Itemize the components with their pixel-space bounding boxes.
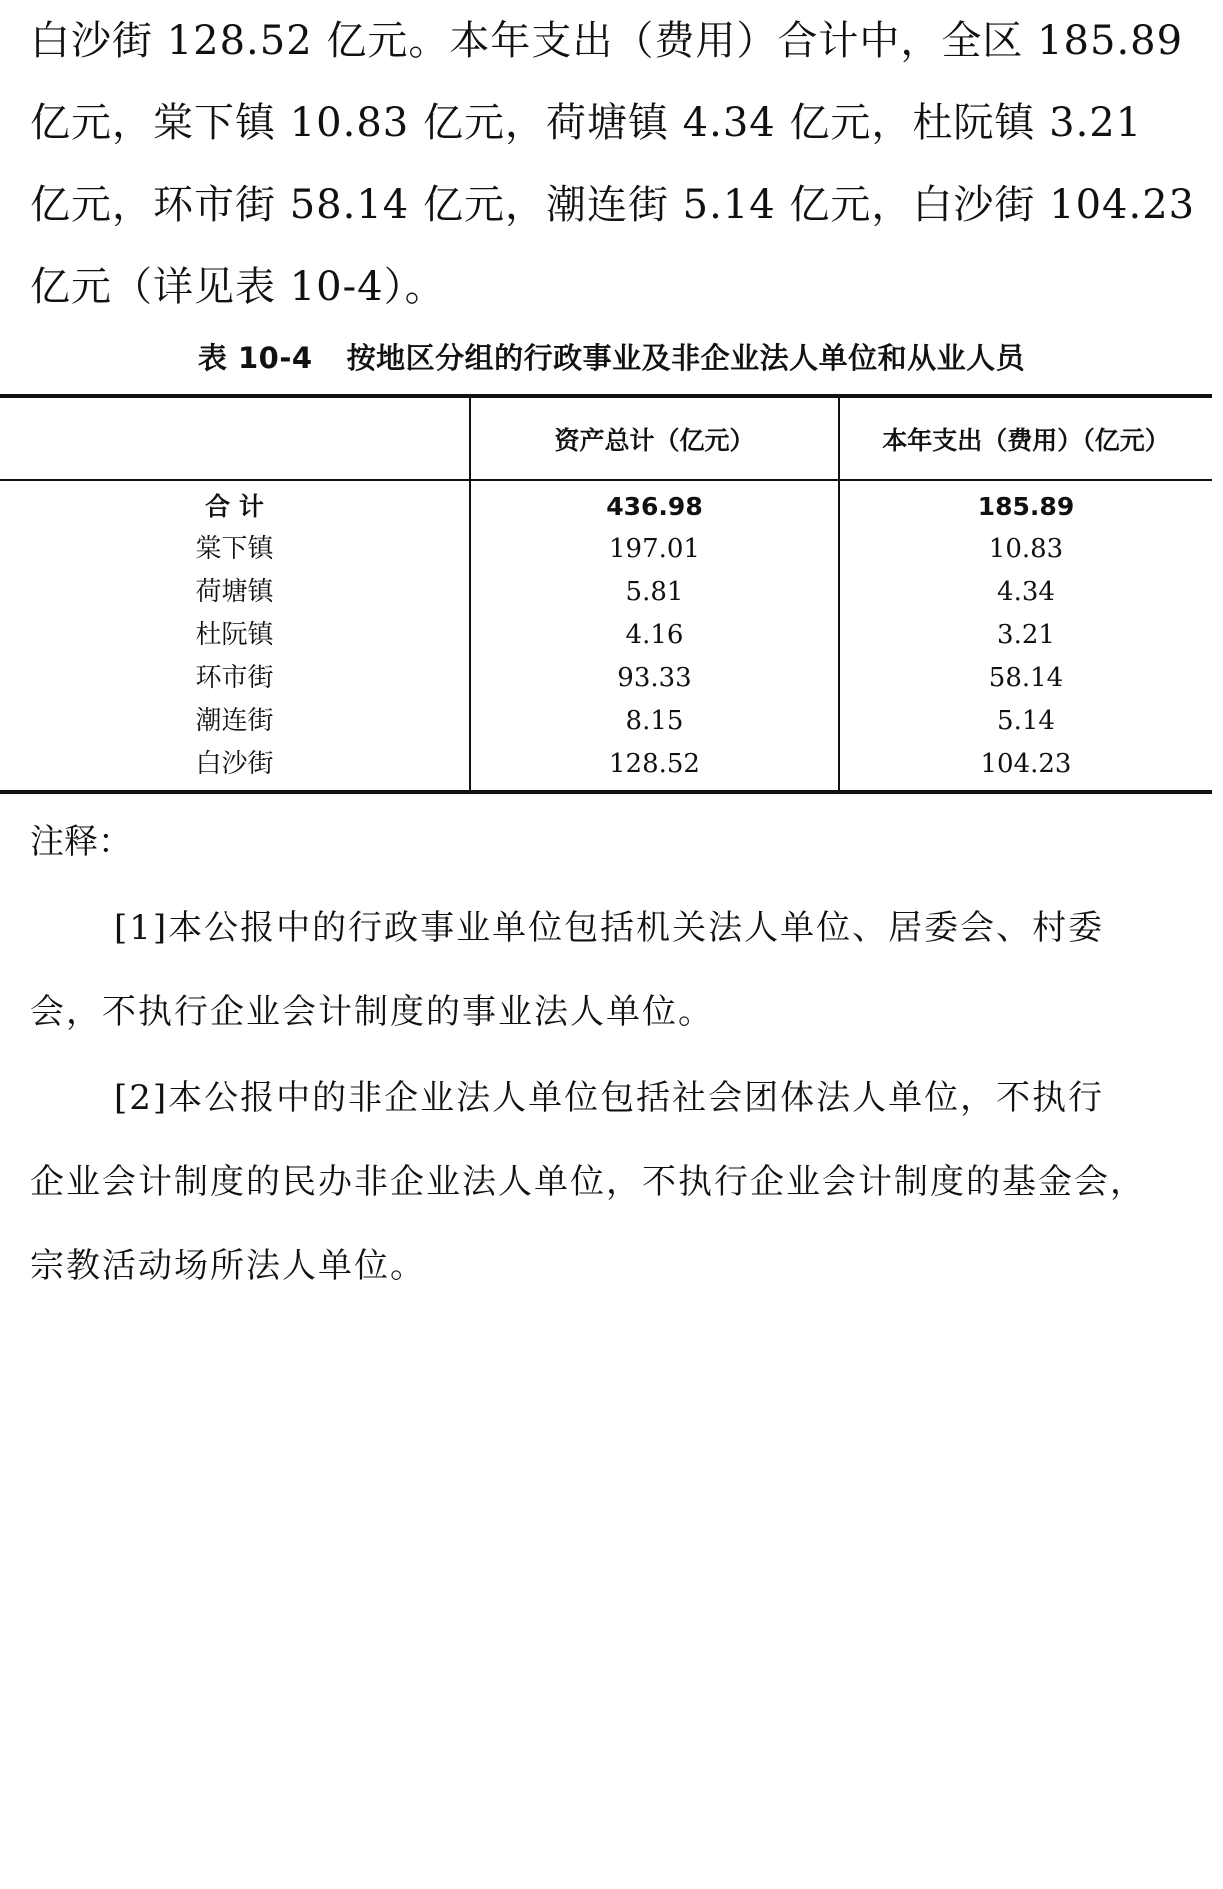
cell-expenses: 58.14 <box>839 657 1212 700</box>
note-line: 企业会计制度的民办非企业法人单位，不执行企业会计制度的基金会， <box>30 1162 1146 1202</box>
cell-assets: 128.52 <box>470 743 839 792</box>
note-line: 宗教活动场所法人单位。 <box>30 1246 426 1286</box>
note-line: 会，不执行企业会计制度的事业法人单位。 <box>30 992 714 1032</box>
table-row <box>0 743 1212 792</box>
header-region <box>0 396 470 480</box>
cell-assets: 93.33 <box>470 657 839 700</box>
cell-expenses: 104.23 <box>839 743 1212 792</box>
cell-region: 合 计 <box>205 492 264 521</box>
cell-expenses: 3.21 <box>839 614 1212 657</box>
table-row <box>0 528 1212 571</box>
table-row <box>0 700 1212 743</box>
cell-assets: 5.81 <box>470 571 839 614</box>
intro-line: 亿元（详见表 10-4）。 <box>30 264 446 310</box>
region-stats-table <box>0 394 1212 794</box>
table-row-total <box>0 480 1212 528</box>
note-line: [1]本公报中的行政事业单位包括机关法人单位、居委会、村委 <box>114 908 1105 948</box>
intro-line: 亿元，环市街 58.14 亿元，潮连街 5.14 亿元，白沙街 104.23 <box>30 182 1196 228</box>
cell-region: 环市街 <box>195 663 274 693</box>
table-header-row <box>0 396 1212 480</box>
cell-expenses: 10.83 <box>839 528 1212 571</box>
table-row <box>0 571 1212 614</box>
cell-assets: 197.01 <box>470 528 839 571</box>
cell-region: 杜阮镇 <box>195 620 274 650</box>
intro-paragraph <box>30 0 1200 328</box>
note-item <box>30 1056 1200 1308</box>
table-row <box>0 614 1212 657</box>
table-title <box>0 336 1223 377</box>
table-title-text: 按地区分组的行政事业及非企业法人单位和从业人员 <box>346 341 1026 375</box>
cell-assets: 8.15 <box>470 700 839 743</box>
header-total-assets: 资产总计（亿元） <box>470 396 839 480</box>
note-item <box>30 886 1200 1054</box>
cell-expenses: 5.14 <box>839 700 1212 743</box>
header-annual-expenses: 本年支出（费用）（亿元） <box>839 396 1212 480</box>
cell-region: 棠下镇 <box>195 534 274 564</box>
cell-expenses: 185.89 <box>839 480 1212 528</box>
cell-assets: 4.16 <box>470 614 839 657</box>
table-number: 表 10-4 <box>197 341 313 375</box>
cell-region: 荷塘镇 <box>195 577 274 607</box>
cell-region: 潮连街 <box>195 706 274 736</box>
intro-line: 白沙街 128.52 亿元。本年支出（费用）合计中，全区 185.89 <box>30 18 1184 64</box>
notes-heading: 注释： <box>30 822 132 862</box>
cell-region: 白沙街 <box>0 743 470 792</box>
table-row <box>0 657 1212 700</box>
cell-expenses: 4.34 <box>839 571 1212 614</box>
note-line: [2]本公报中的非企业法人单位包括社会团体法人单位，不执行 <box>114 1078 1105 1118</box>
intro-line: 亿元，棠下镇 10.83 亿元，荷塘镇 4.34 亿元，杜阮镇 3.21 <box>30 100 1143 146</box>
cell-assets: 436.98 <box>470 480 839 528</box>
